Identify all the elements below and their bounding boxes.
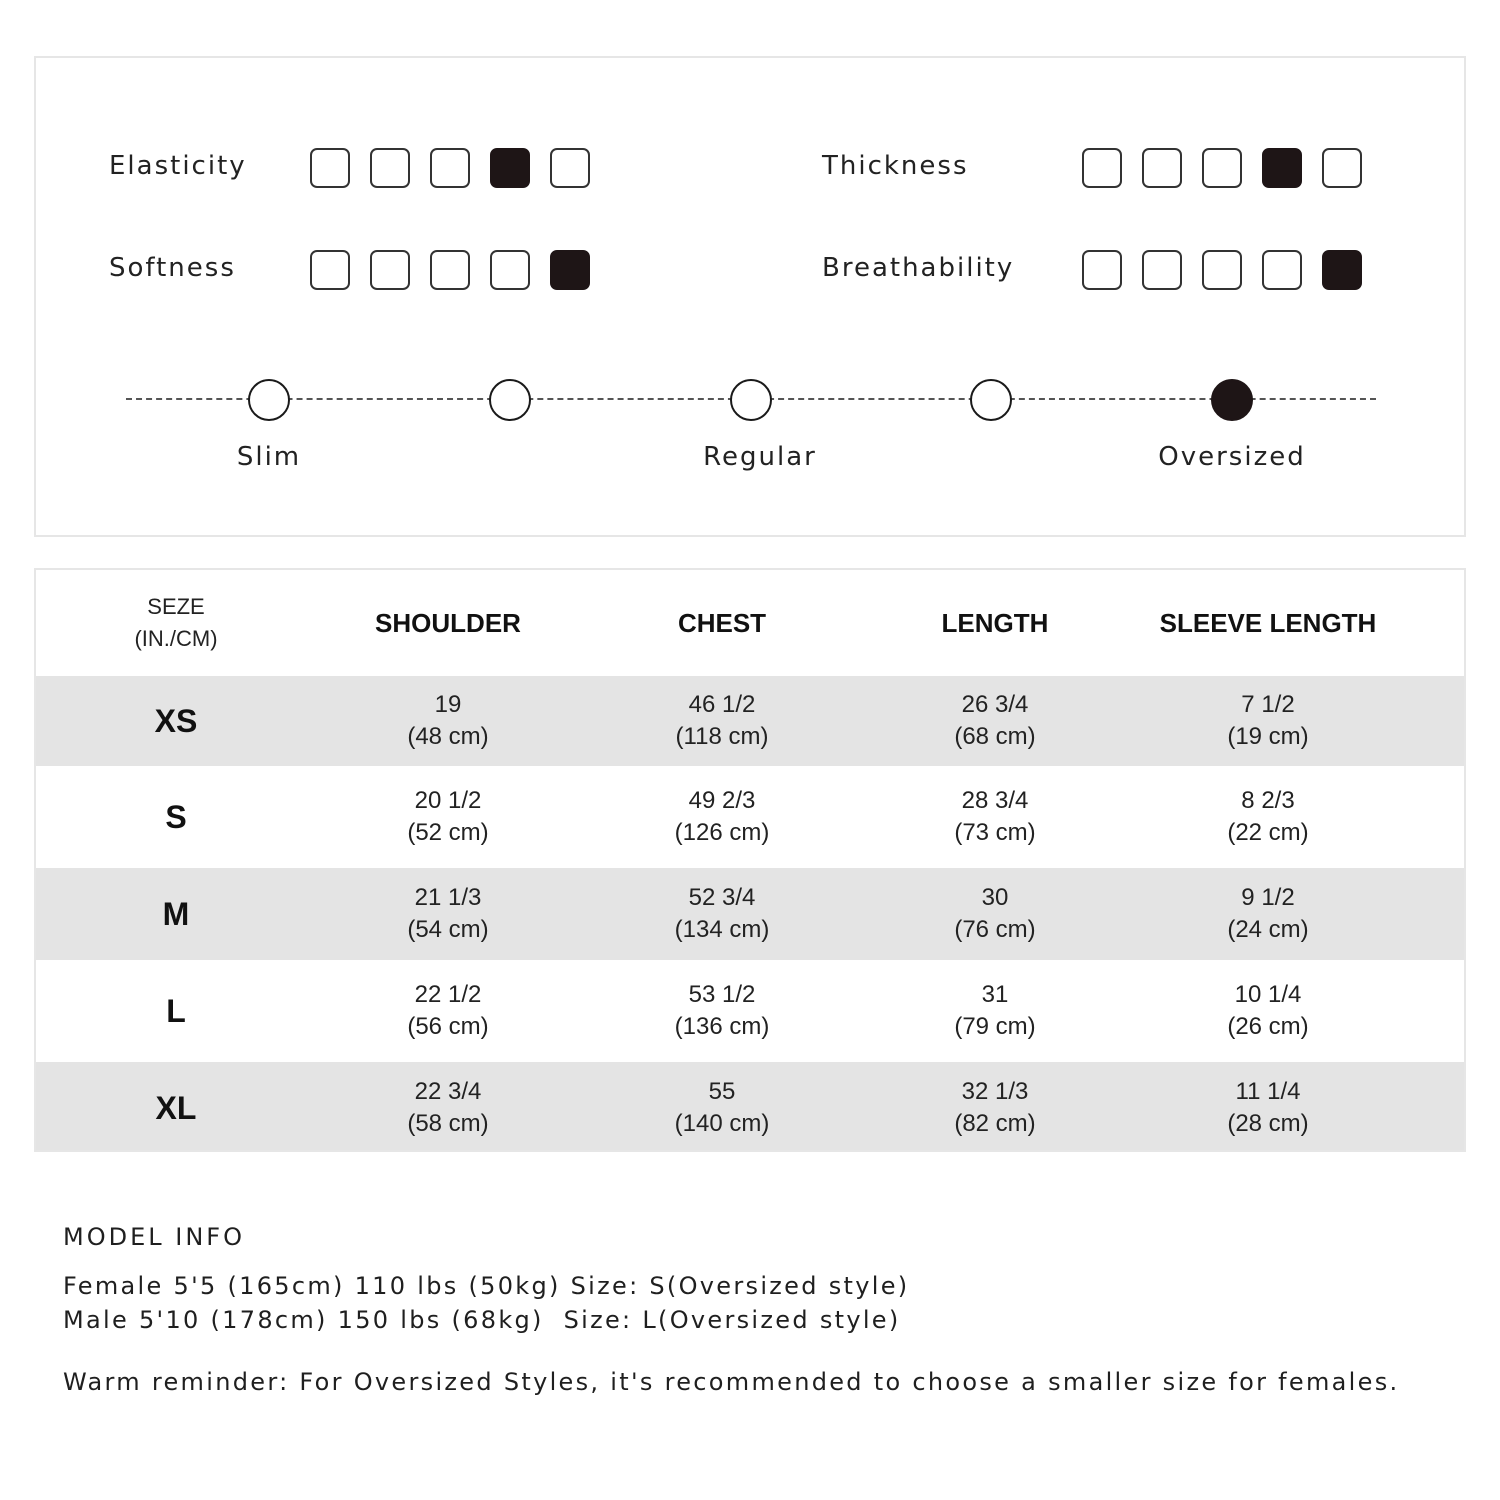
value-cm: (48 cm) — [407, 723, 489, 750]
table-cell — [308, 676, 588, 766]
value-inches: 19 — [434, 691, 462, 718]
size-header-units: (IN./CM) — [134, 626, 218, 651]
elasticity-label: Elasticity — [109, 151, 247, 181]
table-cell — [1128, 960, 1408, 1062]
value-inches: 32 1/3 — [961, 1078, 1029, 1105]
table-cell — [582, 960, 862, 1062]
size-name: S — [165, 798, 187, 835]
rating-box — [550, 250, 590, 290]
thickness-label: Thickness — [822, 151, 969, 181]
size-name: M — [162, 895, 190, 932]
value-inches: 20 1/2 — [414, 787, 482, 814]
fit-step-5 — [1211, 379, 1253, 421]
rating-box — [430, 148, 470, 188]
value-cm: (24 cm) — [1227, 916, 1309, 943]
rating-box — [1202, 148, 1242, 188]
table-row-s — [36, 766, 1464, 868]
value-cm: (73 cm) — [954, 819, 1036, 846]
size-chart-table — [34, 568, 1466, 1152]
size-name: XS — [154, 702, 198, 739]
size-header-title: SEZE — [147, 594, 205, 619]
value-inches: 26 3/4 — [961, 691, 1029, 718]
table-cell — [582, 766, 862, 868]
size-name: XL — [155, 1089, 197, 1126]
table-cell — [308, 1062, 588, 1152]
value-cm: (79 cm) — [954, 1013, 1036, 1040]
rating-box — [1322, 148, 1362, 188]
fit-label-oversized: Oversized — [1158, 442, 1306, 472]
softness-rating — [310, 250, 590, 290]
table-cell — [582, 868, 862, 960]
value-inches: 53 1/2 — [688, 981, 756, 1008]
value-cm: (26 cm) — [1227, 1013, 1309, 1040]
rating-box — [490, 250, 530, 290]
value-cm: (54 cm) — [407, 916, 489, 943]
value-cm: (19 cm) — [1227, 723, 1309, 750]
size-column-header — [76, 570, 276, 676]
value-cm: (22 cm) — [1227, 819, 1309, 846]
rating-box — [550, 148, 590, 188]
table-cell — [308, 766, 588, 868]
rating-box — [370, 148, 410, 188]
table-header-row — [36, 570, 1464, 676]
value-cm: (140 cm) — [674, 1110, 770, 1137]
fit-scale — [126, 360, 1376, 480]
table-row-xl — [36, 1062, 1464, 1152]
rating-box — [1142, 250, 1182, 290]
rating-box — [1322, 250, 1362, 290]
fit-step-3 — [730, 379, 772, 421]
shoulder-column-header — [308, 570, 588, 676]
table-cell — [308, 868, 588, 960]
fit-step-2 — [489, 379, 531, 421]
table-cell — [855, 868, 1135, 960]
value-inches: 55 — [708, 1078, 736, 1105]
value-inches: 49 2/3 — [688, 787, 756, 814]
model-info-lines — [63, 1269, 1463, 1337]
value-cm: (82 cm) — [954, 1110, 1036, 1137]
model-info-female: Female 5'5 (165cm) 110 lbs (50kg) Size: S(Oversized style) — [63, 1272, 910, 1300]
fit-label-regular: Regular — [703, 442, 817, 472]
fit-label-slim: Slim — [236, 442, 302, 472]
chest-column-header — [582, 570, 862, 676]
value-inches: 22 3/4 — [414, 1078, 482, 1105]
value-cm: (58 cm) — [407, 1110, 489, 1137]
softness-label: Softness — [109, 253, 236, 283]
table-cell — [855, 766, 1135, 868]
value-inches: 8 2/3 — [1241, 787, 1295, 814]
thickness-rating — [1082, 148, 1362, 188]
table-cell — [1128, 1062, 1408, 1152]
breathability-rating — [1082, 250, 1362, 290]
rating-box — [1142, 148, 1182, 188]
fit-step-4 — [970, 379, 1012, 421]
value-cm: (28 cm) — [1227, 1110, 1309, 1137]
value-inches: 30 — [981, 884, 1009, 911]
model-info-male: Male 5'10 (178cm) 150 lbs (68kg) Size: L(Oversized style) — [63, 1306, 901, 1334]
rating-box — [1082, 148, 1122, 188]
shoulder-header-text: SHOULDER — [375, 607, 521, 638]
sleeve-length-header-text: SLEEVE LENGTH — [1159, 607, 1377, 638]
value-inches: 46 1/2 — [688, 691, 756, 718]
value-inches: 21 1/3 — [414, 884, 482, 911]
rating-box — [1082, 250, 1122, 290]
rating-box — [430, 250, 470, 290]
warm-reminder: Warm reminder: For Oversized Styles, it's recommended to choose a smaller size for females. — [63, 1368, 1400, 1396]
value-inches: 52 3/4 — [688, 884, 756, 911]
value-inches: 11 1/4 — [1235, 1078, 1301, 1105]
rating-box — [310, 250, 350, 290]
fit-step-1 — [248, 379, 290, 421]
table-row-m — [36, 868, 1464, 960]
model-info-section — [63, 1222, 1463, 1399]
table-cell — [582, 1062, 862, 1152]
breathability-label: Breathability — [822, 253, 1015, 283]
value-cm: (68 cm) — [954, 723, 1036, 750]
model-info-title: MODEL INFO — [63, 1223, 245, 1251]
table-row-l — [36, 960, 1464, 1062]
value-cm: (134 cm) — [674, 916, 770, 943]
chest-header-text: CHEST — [677, 607, 767, 638]
table-row-xs — [36, 676, 1464, 766]
rating-box — [1202, 250, 1242, 290]
value-cm: (76 cm) — [954, 916, 1036, 943]
rating-box — [310, 148, 350, 188]
value-inches: 7 1/2 — [1241, 691, 1295, 718]
elasticity-rating — [310, 148, 590, 188]
value-cm: (126 cm) — [674, 819, 770, 846]
size-name: L — [166, 992, 186, 1029]
length-header-text: LENGTH — [941, 607, 1049, 638]
table-cell — [308, 960, 588, 1062]
table-cell — [1128, 868, 1408, 960]
value-cm: (52 cm) — [407, 819, 489, 846]
table-cell — [855, 960, 1135, 1062]
value-cm: (136 cm) — [674, 1013, 770, 1040]
sleeve-length-column-header — [1103, 570, 1433, 676]
length-column-header — [855, 570, 1135, 676]
table-cell — [855, 676, 1135, 766]
value-inches: 22 1/2 — [414, 981, 482, 1008]
value-inches: 31 — [981, 981, 1009, 1008]
value-inches: 9 1/2 — [1241, 884, 1295, 911]
value-cm: (118 cm) — [675, 723, 769, 750]
rating-box — [1262, 148, 1302, 188]
table-cell — [1128, 766, 1408, 868]
rating-box — [1262, 250, 1302, 290]
table-cell — [1128, 676, 1408, 766]
value-inches: 10 1/4 — [1234, 981, 1302, 1008]
rating-box — [370, 250, 410, 290]
rating-box — [490, 148, 530, 188]
value-cm: (56 cm) — [407, 1013, 489, 1040]
table-cell — [582, 676, 862, 766]
table-cell — [855, 1062, 1135, 1152]
value-inches: 28 3/4 — [961, 787, 1029, 814]
